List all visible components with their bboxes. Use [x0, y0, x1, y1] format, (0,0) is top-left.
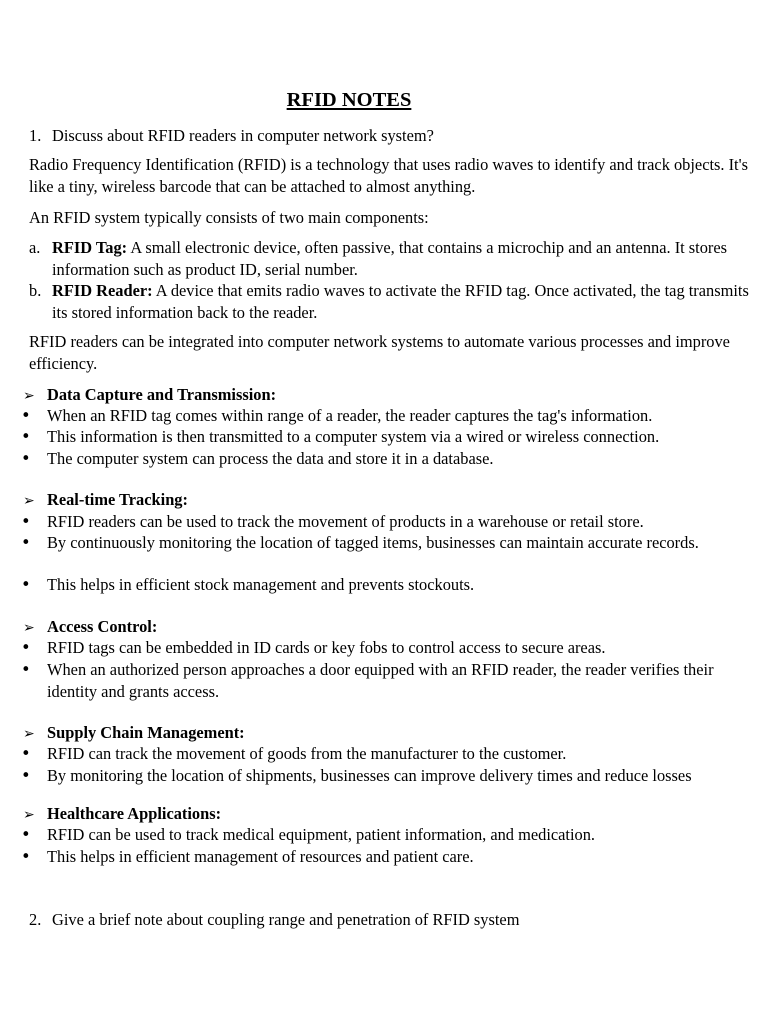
component-term: RFID Reader:	[52, 281, 153, 300]
components-intro: An RFID system typically consists of two main components:	[29, 208, 429, 227]
round-bullet-icon: •	[21, 825, 31, 844]
arrowhead-bullet-icon: ➢	[23, 726, 35, 742]
arrowhead-bullet-icon: ➢	[23, 493, 35, 509]
section-heading: ➢ Data Capture and Transmission:	[23, 384, 276, 408]
arrowhead-bullet-icon: ➢	[23, 807, 35, 823]
round-bullet-icon: •	[21, 406, 31, 425]
question-number: 2.	[29, 910, 42, 929]
list-item: • This information is then transmitted to a computer system via a wired or wireless connection.	[21, 427, 660, 446]
list-item: • RFID readers can be used to track the movement of products in a warehouse or retail store.	[21, 512, 644, 531]
component-item-reader	[29, 280, 755, 323]
round-bullet-icon: •	[21, 766, 31, 785]
page-title: RFID NOTES	[286, 89, 412, 111]
section-heading: ➢ Real-time Tracking:	[23, 489, 188, 513]
section-heading: ➢ Access Control:	[23, 616, 157, 640]
section-heading: ➢ Healthcare Applications:	[23, 803, 221, 827]
list-item: • RFID tags can be embedded in ID cards or key fobs to control access to secure areas.	[21, 638, 606, 657]
round-bullet-icon: •	[21, 533, 31, 552]
round-bullet-icon: •	[21, 512, 31, 531]
list-marker: a.	[29, 238, 41, 257]
list-item: • When an RFID tag comes within range of a reader, the reader captures the tag's information.	[21, 406, 653, 425]
component-description: A device that emits radio waves to activate the RFID tag. Once activated, the tag transmits its stored information back to the reader.	[52, 281, 749, 322]
question-1	[29, 125, 434, 147]
list-item: • RFID can track the movement of goods from the manufacturer to the customer.	[21, 744, 567, 763]
round-bullet-icon: •	[21, 575, 31, 594]
list-item: • RFID can be used to track medical equipment, patient information, and medication.	[21, 825, 596, 844]
list-item: • The computer system can process the data and store it in a database.	[21, 449, 494, 468]
question-text: Discuss about RFID readers in computer network system?	[52, 126, 434, 145]
list-item: • By monitoring the location of shipments, businesses can improve delivery times and reduce losses	[21, 766, 692, 785]
round-bullet-icon: •	[21, 449, 31, 468]
arrowhead-bullet-icon: ➢	[23, 620, 35, 636]
component-item-tag	[29, 237, 755, 280]
list-item: • This helps in efficient stock management and prevents stockouts.	[21, 575, 475, 594]
question-number: 1.	[29, 126, 42, 145]
intro-paragraph: Radio Frequency Identification (RFID) is a technology that uses radio waves to identify and track objects. It's like a tiny, wireless barcode that can be attached to almost anything.	[29, 155, 748, 196]
round-bullet-icon: •	[21, 427, 31, 446]
list-item: • This helps in efficient management of resources and patient care.	[21, 847, 474, 866]
component-description: A small electronic device, often passive, that contains a microchip and an antenna. It stores information such as product ID, serial number.	[52, 238, 728, 279]
round-bullet-icon: •	[21, 660, 31, 679]
integration-paragraph: RFID readers can be integrated into computer network systems to automate various processes and improve efficiency.	[29, 332, 730, 373]
question-text: Give a brief note about coupling range and penetration of RFID system	[52, 910, 520, 929]
component-term: RFID Tag:	[52, 238, 128, 257]
list-marker: b.	[29, 281, 42, 300]
round-bullet-icon: •	[21, 744, 31, 763]
arrowhead-bullet-icon: ➢	[23, 388, 35, 404]
round-bullet-icon: •	[21, 847, 31, 866]
list-item: • By continuously monitoring the location of tagged items, businesses can maintain accurate records.	[21, 533, 699, 552]
question-2	[29, 909, 519, 931]
section-heading: ➢ Supply Chain Management:	[23, 722, 245, 746]
list-item: • When an authorized person approaches a door equipped with an RFID reader, the reader verifies their identity and grants access.	[21, 660, 714, 701]
round-bullet-icon: •	[21, 638, 31, 657]
